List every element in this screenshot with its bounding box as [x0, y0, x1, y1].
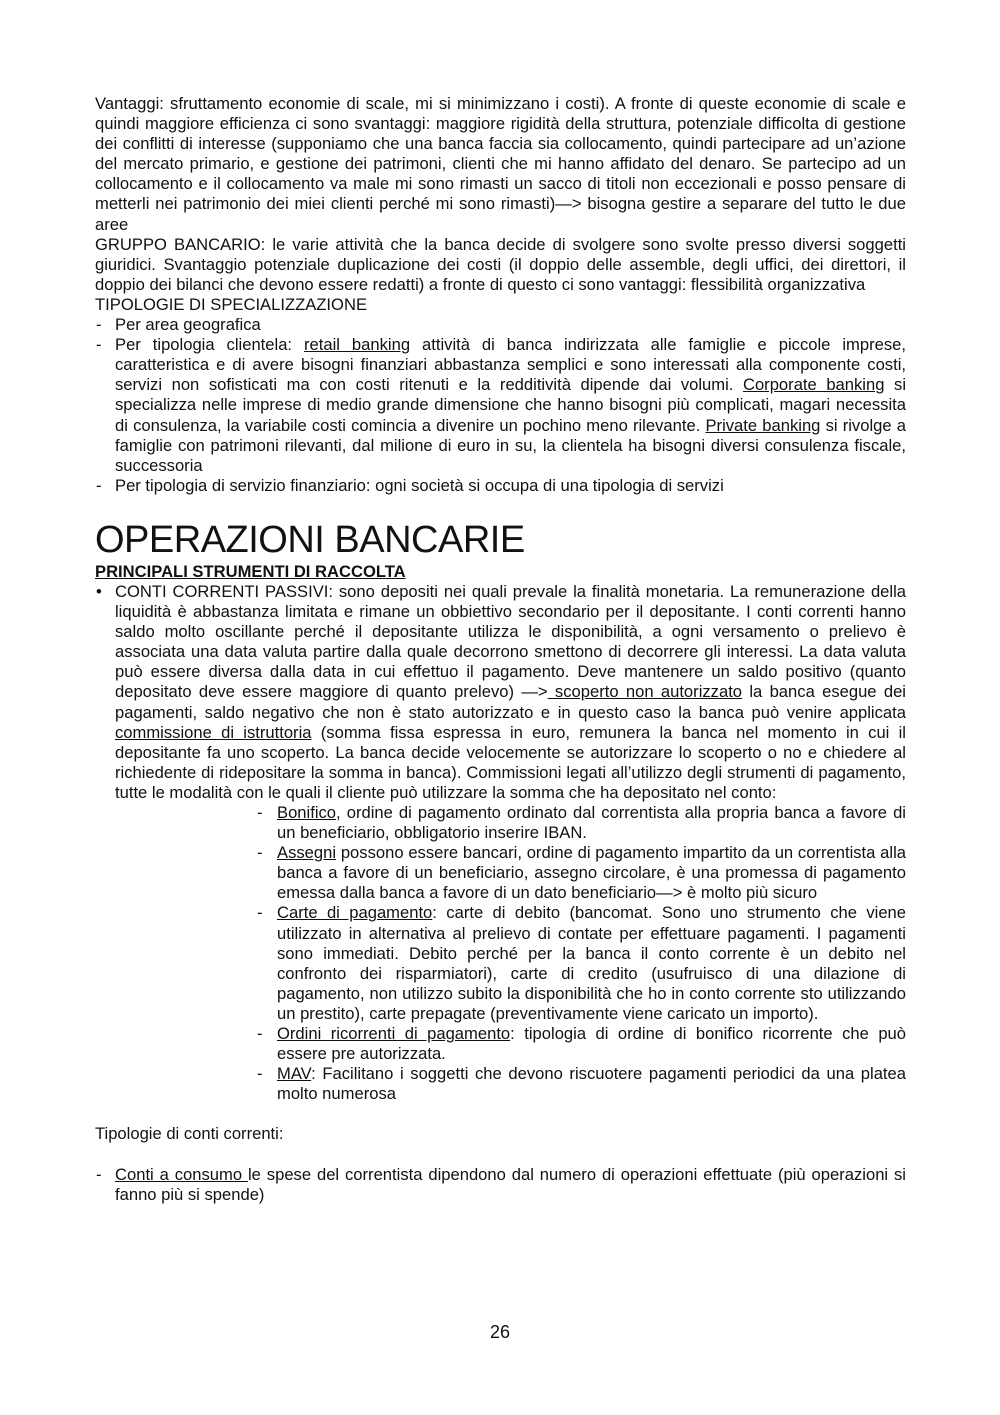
intro-paragraph: Vantaggi: sfruttamento economie di scale, mi si minimizzano i costi). A fronte di queste economie di scale e quindi maggiore efficienza ci sono svantaggi: maggiore rigidità della struttura, potenziale difficolta di gestione dei conflitti di interesse (supponiamo che una banca faccia sia collocamento, quindi partecipare ad un’azione del mercato primario, e gestione dei patrimoni, clienti che mi hanno affidato del denaro. Se partecipo ad un collocamento e il collocamento va male mi sono rimasti un sacco di titoli non eccezionali e posso pensare di metterli nei patrimonio dei miei clienti perché mi sono rimasti)—> bisogna gestire a separare del tutto le due aree	[95, 94, 906, 234]
gruppo-bancario-paragraph: GRUPPO BANCARIO: le varie attività che la banca decide di svolgere sono svolte presso diversi soggetti giuridici. Svantaggio potenziale duplicazione dei costi (il doppio delle assemble, degli uffici, dei direttori, il doppio dei bilanci che devono essere redatti) a fronte di questo ci sono vantaggi: flessibilità organizzativa	[95, 234, 906, 294]
list-item: - Per tipologia clientela: retail banking attività di banca indirizzata alle famiglie e piccole imprese, caratteristica e di avere bisogni finanziari abbastanza semplici e sono interessati alla componente costi, servizi non sofisticati ma con costi ritenuti e la redditività dipende dai volumi. Corporate banking si specializza nelle imprese di medio grande dimensione che hanno bisogni più complicati, magari necessita di consulenza, la variabile costi comincia a divenire un pochino meno rilevante. Private banking si rivolge a famiglie con patrimoni rilevanti, dal milione di euro in su, la clientela ha bisogni diversi consulenza fiscale, successoria	[95, 335, 906, 476]
term-retail-banking: retail banking	[304, 335, 411, 355]
tipologie-list	[95, 1165, 906, 1205]
term-commissione: commissione di istruttoria	[115, 722, 312, 742]
list-item: - Assegni possono essere bancari, ordine di pagamento impartito da un correntista alla banca a favore di un beneficiario, assegno circolare, è una promessa di pagamento emessa dalla banca a favore di un dato beneficiario—> è molto più sicuro	[257, 843, 906, 903]
list-item: - Carte di pagamento: carte di debito (bancomat. Sono uno strumento che viene utilizzato in alternativa al prelievo di contate per effettuare pagamenti. I pagamenti sono immediati. Debito perché per la banca il conto corrente è un debito nel confronto dei risparmiatori), carte di credito (usufruisco di una dilazione di pagamento, non utilizzo subito la disponibilità che ho in conto corrente sto utilizzando un prestito), carte prepagate (preventivamente viene caricato un importo).	[257, 903, 906, 1024]
list-item: - MAV: Facilitano i soggetti che devono riscuotere pagamenti periodici da una platea molto numerosa	[257, 1064, 906, 1104]
specializzazione-heading: TIPOLOGIE DI SPECIALIZZAZIONE	[95, 294, 368, 314]
specializzazione-list	[95, 315, 906, 496]
list-item: • CONTI CORRENTI PASSIVI: sono depositi nei quali prevale la finalità monetaria. La remunerazione della liquidità è abbastanza limitata e rimane un obbiettivo secondario per il depositante. I conti correnti hanno saldo molto oscillante perché il depositante utilizza le disponibilità, a ogni versamento o prelievo è associata una data valuta partire dalla quale decorrono smettono di decorrere gli interessi. La data valuta può essere diversa dalla data in cui effettuo il pagamento. Deve mantenere un saldo positivo (quanto depositato deve essere maggiore di quanto prelevo) —> scoperto non autorizzato la banca esegue dei pagamenti, saldo negativo che non è stato autorizzato e in questo caso la banca può venire applicata commissione di istruttoria (somma fissa espressa in euro, remunera la banca nel momento in cui il depositante fa uno scoperto. La banca decide velocemente se autorizzare lo scoperto o no e chiedere al richiedente di ridepositare la somma in banca). Commissioni legati all’utilizzo degli strumenti di pagamento, tutte le modalità con le quali il cliente può utilizzare la somma che ha depositato nel conto:	[95, 582, 906, 803]
strumenti-list	[257, 803, 906, 1104]
term-scoperto: scoperto non autorizzato	[547, 682, 743, 702]
term-corporate-banking: Corporate banking	[742, 375, 885, 395]
page-number: 26	[489, 1322, 511, 1342]
tipologie-heading: Tipologie di conti correnti:	[95, 1124, 284, 1144]
list-item: - Conti a consumo le spese del correntista dipendono dal numero di operazioni effettuate (più operazioni si fanno più si spende)	[95, 1165, 906, 1205]
list-item: - Per area geografica	[95, 315, 906, 335]
list-item: - Ordini ricorrenti di pagamento: tipologia di ordine di bonifico ricorrente che può essere pre autorizzata.	[257, 1024, 906, 1064]
list-item: - Per tipologia di servizio finanziario: ogni società si occupa di una tipologia di servizi	[95, 476, 906, 496]
document-page	[95, 94, 906, 1205]
section-title: OPERAZIONI BANCARIE	[95, 518, 525, 561]
term-private-banking: Private banking	[705, 415, 821, 435]
list-item: - Bonifico, ordine di pagamento ordinato dal correntista alla propria banca a favore di un beneficiario, obbligatorio inserire IBAN.	[257, 803, 906, 843]
section-subtitle: PRINCIPALI STRUMENTI DI RACCOLTA	[95, 561, 406, 581]
raccolta-list	[95, 582, 906, 803]
